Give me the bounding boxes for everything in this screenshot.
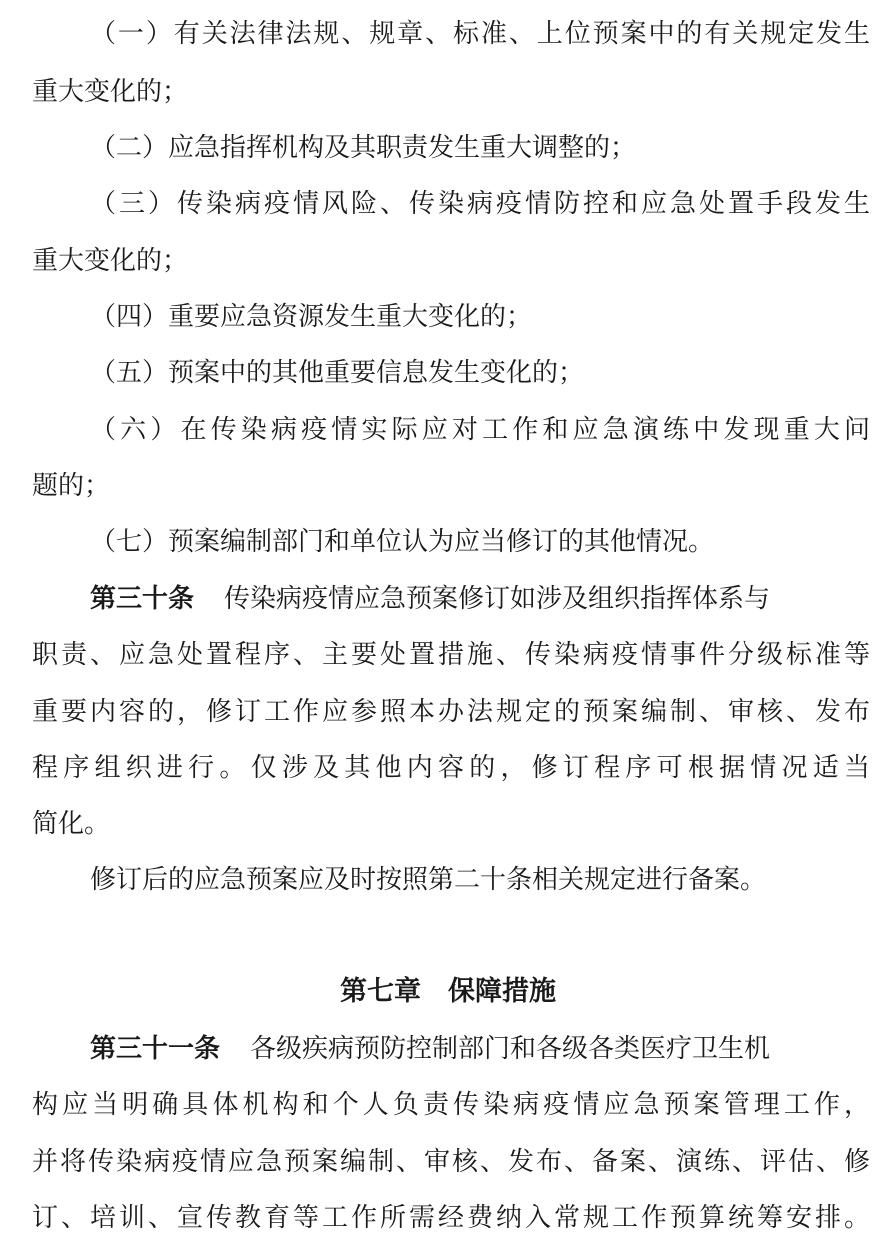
article-30-line-3: 重要内容的，修订工作应参照本办法规定的预案编制、审核、发布 bbox=[32, 697, 870, 727]
article-30-line-2: 职责、应急处置程序、主要处置措施、传染病疫情事件分级标准等 bbox=[32, 640, 870, 670]
item-7: （七）预案编制部门和单位认为应当修订的其他情况。 bbox=[90, 527, 715, 557]
chapter-7-heading: 第七章 保障措施 bbox=[340, 976, 556, 1007]
article-31-line-1 bbox=[90, 1029, 870, 1069]
article-30-paragraph-2: 修订后的应急预案应及时按照第二十条相关规定进行备案。 bbox=[90, 865, 767, 895]
article-30-text-1: 传染病疫情应急预案修订如涉及组织指挥体系与 bbox=[224, 584, 771, 614]
item-2: （二）应急指挥机构及其职责发生重大调整的； bbox=[90, 133, 637, 163]
article-30-line-4: 程序组织进行。仅涉及其他内容的，修订程序可根据情况适当 bbox=[32, 753, 870, 783]
article-31-text-1: 各级疾病预防控制部门和各级各类医疗卫生机 bbox=[250, 1034, 771, 1064]
article-30-line-5: 简化。 bbox=[32, 809, 111, 839]
article-30-label: 第三十条 bbox=[90, 584, 195, 614]
item-6-line-1: （六）在传染病疫情实际应对工作和应急演练中发现重大问 bbox=[90, 415, 870, 445]
item-5: （五）预案中的其他重要信息发生变化的； bbox=[90, 358, 585, 388]
article-31-label: 第三十一条 bbox=[90, 1034, 221, 1064]
item-3-line-2: 重大变化的； bbox=[32, 246, 189, 276]
item-1-line-2: 重大变化的； bbox=[32, 77, 189, 107]
item-4: （四）重要应急资源发生重大变化的； bbox=[90, 302, 533, 332]
item-3-line-1: （三）传染病疫情风险、传染病疫情防控和应急处置手段发生 bbox=[90, 189, 870, 219]
article-30-line-1 bbox=[90, 579, 870, 619]
article-31-line-4: 订、培训、宣传教育等工作所需经费纳入常规工作预算统筹安排。 bbox=[32, 1203, 870, 1233]
item-6-line-2: 题的； bbox=[32, 471, 111, 501]
article-31-line-2: 构应当明确具体机构和个人负责传染病疫情应急预案管理工作， bbox=[32, 1090, 870, 1120]
article-31-line-3: 并将传染病疫情应急预案编制、审核、发布、备案、演练、评估、修 bbox=[32, 1147, 870, 1177]
item-1-line-1: （一）有关法律法规、规章、标准、上位预案中的有关规定发生 bbox=[90, 19, 870, 49]
